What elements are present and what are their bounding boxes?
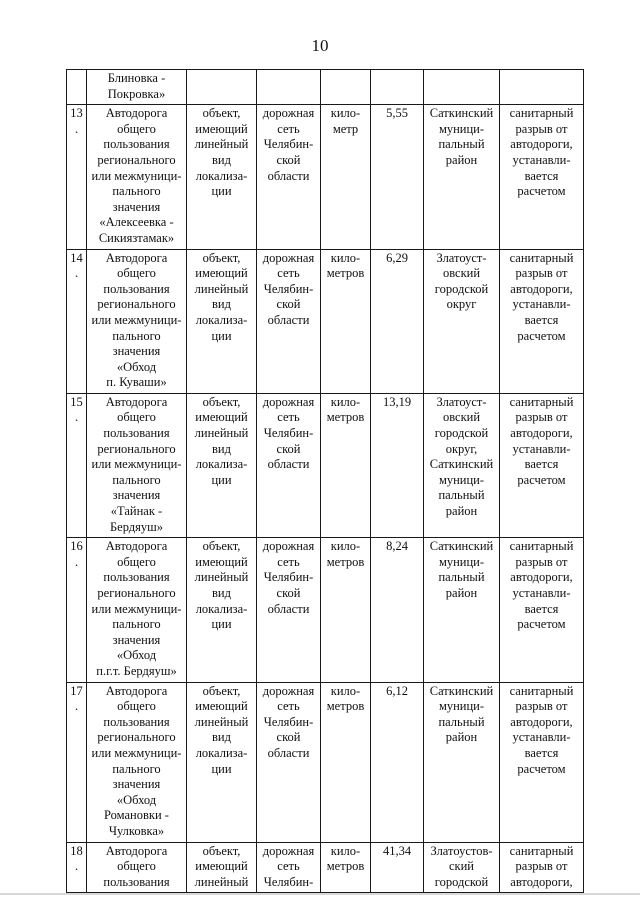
text-line: санитарный [509,106,574,121]
text-line: общего [117,266,156,281]
text-line: п.г.т. Бердяуш» [96,663,177,678]
text-line: ции [211,328,232,343]
text-line: или межмуници- [91,168,182,183]
text-line: ции [211,761,232,776]
text-line: Автодорога [105,250,168,265]
text-line: локализа- [195,745,248,760]
text-line: «Обход [116,648,157,663]
cell-num: 15. [67,393,87,537]
text-line: ции [211,617,232,632]
text-line: расчетом [517,617,566,632]
cell-zone [500,538,584,682]
text-line: устанавли- [512,152,571,167]
cell-district [424,682,500,842]
text-line: линейный [194,570,249,585]
text-line: Автодорога [105,843,168,858]
text-line: общего [117,410,156,425]
text-line: локализа- [195,457,248,472]
cell-unit [321,538,371,682]
text-line: или межмуници- [91,312,182,327]
text-line: метров [326,699,365,714]
text-line: городской [434,874,489,889]
text-line: устанавли- [512,730,571,745]
cell-object-type [187,105,257,249]
text-line: локализа- [195,168,248,183]
text-line: сеть [277,121,300,136]
text-line: автодороги, [510,714,573,729]
text-line: Златоуст- [436,394,487,409]
text-line: муници- [438,121,485,136]
text-line: пальный [438,488,485,503]
text-line: Челябин- [263,426,314,441]
text-line: имеющий [195,410,248,425]
text-line: вид [212,586,231,600]
cell-network [257,538,321,682]
text-line: дорожная [262,683,315,698]
cell-object-name [87,538,187,682]
text-line: объект, [202,394,241,409]
cell-object-type [187,842,257,893]
text-line: вается [524,745,559,760]
text-line: городской [434,281,489,296]
table-body [67,70,584,893]
text-line: регионального [97,152,176,167]
text-line: объект, [202,539,241,554]
text-line: расчетом [517,328,566,343]
text-line: муници- [438,554,485,569]
cell-zone [500,70,584,105]
text-line: «Обход [116,792,157,807]
continuation-row [67,70,584,105]
text-line: локализа- [195,312,248,327]
text-line: локализа- [195,601,248,616]
text-line: ский [449,859,474,874]
text-line: ции [211,472,232,487]
text-line: объект, [202,843,241,858]
text-line: линейный [194,426,249,441]
cell-unit [321,249,371,393]
cell-value: 6,29 [371,249,424,393]
cell-object-type [187,682,257,842]
text-line: Покровка» [107,86,166,101]
text-line: Саткинский [429,539,494,554]
table-row [67,842,584,893]
text-line: устанавли- [512,297,571,312]
text-line: пальный [438,714,485,729]
text-line: п. Куваши» [106,375,167,390]
cell-district [424,538,500,682]
text-line: расчетом [517,472,566,487]
text-line: метров [326,554,365,569]
text-line: линейный [194,714,249,729]
cell-unit [321,70,371,105]
text-line: «Тайнак - [110,504,163,519]
text-line: сеть [277,266,300,281]
cell-zone [500,842,584,893]
text-line: разрыв от [515,699,568,714]
text-line: Сикиязтамак» [98,230,175,245]
text-line: значения [112,344,161,359]
text-line: пользования [103,137,170,152]
text-line: пального [112,761,161,776]
cell-object-name [87,682,187,842]
text-line: ской [276,152,301,167]
text-line: ской [276,730,301,745]
cell-object-name [87,249,187,393]
text-line: автодороги, [510,570,573,585]
table-row [67,249,584,393]
text-line: муници- [438,699,485,714]
text-line: кило- [330,106,361,121]
text-line: общего [117,554,156,569]
text-line: санитарный [509,683,574,698]
cell-zone [500,393,584,537]
cell-object-type [187,249,257,393]
text-line: автодороги, [510,281,573,296]
cell-unit [321,682,371,842]
text-line: сеть [277,699,300,714]
text-line: или межмуници- [91,745,182,760]
cell-value [371,70,424,105]
text-line: значения [112,488,161,503]
text-line: пользования [103,714,170,729]
text-line: объект, [202,683,241,698]
text-line: регионального [97,297,176,312]
text-line: общего [117,699,156,714]
text-line: метров [326,410,365,425]
text-line: вается [524,312,559,327]
text-line: пользования [103,281,170,296]
text-line: имеющий [195,121,248,136]
text-line: разрыв от [515,554,568,569]
text-line: дорожная [262,394,315,409]
cell-district [424,393,500,537]
text-line: кило- [330,250,361,265]
text-line: области [267,168,310,183]
text-line: автодороги, [510,137,573,152]
cell-value: 8,24 [371,538,424,682]
cell-object-name [87,842,187,893]
text-line: сеть [277,859,300,874]
text-line: Златоуст- [436,250,487,265]
text-line: расчетом [517,184,566,199]
text-line: пального [112,472,161,487]
table-row [67,393,584,537]
text-line: Челябин- [263,281,314,296]
text-line: Челябин- [263,137,314,152]
text-line: кило- [330,683,361,698]
text-line: Саткинский [429,457,494,472]
text-line: объект, [202,250,241,265]
text-line: кило- [330,394,361,409]
text-line: Челябин- [263,874,314,889]
text-line: имеющий [195,699,248,714]
text-line: санитарный [509,843,574,858]
cell-network [257,249,321,393]
text-line: ской [276,441,301,456]
cell-network [257,682,321,842]
text-line: дорожная [262,106,315,121]
text-line: линейный [194,874,249,889]
text-line: Блиновка - [107,71,166,85]
text-line: вид [212,152,231,167]
text-line: санитарный [509,539,574,554]
cell-object-type [187,538,257,682]
text-line: ской [276,586,301,600]
text-line: значения [112,199,161,214]
text-line: значения [112,777,161,792]
text-line: регионального [97,441,176,456]
text-line: линейный [194,281,249,296]
cell-num [67,70,87,105]
cell-zone [500,105,584,249]
text-line: метр [332,121,359,136]
text-line: пального [112,617,161,632]
cell-district [424,105,500,249]
text-line: объект, [202,106,241,121]
text-line: Саткинский [429,683,494,698]
cell-zone [500,249,584,393]
text-line: разрыв от [515,266,568,281]
text-line: области [267,601,310,616]
text-line: пользования [103,426,170,441]
text-line: метров [326,859,365,874]
cell-value: 5,55 [371,105,424,249]
text-line: метров [326,266,365,281]
page-number: 10 [311,36,329,55]
cell-unit [321,393,371,537]
cell-num: 18. [67,842,87,893]
text-line: пальный [438,570,485,585]
cell-network [257,70,321,105]
cell-network [257,842,321,893]
text-line: «Алексеевка - [99,215,174,230]
text-line: разрыв от [515,410,568,425]
text-line: имеющий [195,554,248,569]
text-line: «Обход [116,359,157,374]
text-line: район [445,586,478,600]
cell-value: 6,12 [371,682,424,842]
text-line: пользования [103,874,170,889]
text-line: общего [117,121,156,136]
text-line: Челябин- [263,570,314,585]
text-line: устанавли- [512,586,571,600]
text-line: устанавли- [512,441,571,456]
text-line: общего [117,859,156,874]
cell-district [424,249,500,393]
text-line: значения [112,632,161,647]
text-line: регионального [97,586,176,600]
text-line: регионального [97,730,176,745]
text-line: вид [212,297,231,312]
text-line: дорожная [262,250,315,265]
text-line: пользования [103,570,170,585]
text-line: Автодорога [105,683,168,698]
table-row [67,682,584,842]
text-line: ской [276,297,301,312]
text-line: автодороги, [510,426,573,441]
text-line: сеть [277,554,300,569]
text-line: или межмуници- [91,457,182,472]
table-row [67,538,584,682]
text-line: Саткинский [429,106,494,121]
text-line: вид [212,730,231,745]
cell-object-name [87,70,187,105]
text-line: овский [442,410,481,425]
text-line: Автодорога [105,394,168,409]
text-line: линейный [194,137,249,152]
cell-object-type [187,70,257,105]
text-line: кило- [330,843,361,858]
text-line: Романовки - [104,808,169,823]
text-line: санитарный [509,394,574,409]
text-line: имеющий [195,859,248,874]
text-line: Чулковка» [108,823,165,838]
text-line: или межмуници- [91,601,182,616]
cell-value: 13,19 [371,393,424,537]
text-line: кило- [330,539,361,554]
objects-table [66,69,584,893]
text-line: Автодорога [105,106,168,121]
text-line: санитарный [509,250,574,265]
text-line: разрыв от [515,859,568,874]
footer-rule [0,893,640,895]
text-line: городской [434,426,489,441]
cell-num: 16. [67,538,87,682]
text-line: вается [524,601,559,616]
cell-unit [321,105,371,249]
text-line: ции [211,184,232,199]
text-line: Бердяуш» [109,519,164,534]
text-line: овский [442,266,481,281]
text-line: округ, [445,441,478,456]
text-line: пального [112,328,161,343]
text-line: области [267,312,310,327]
text-line: дорожная [262,539,315,554]
text-line: Челябин- [263,714,314,729]
cell-district [424,70,500,105]
text-line: вид [212,441,231,456]
table-row [67,105,584,249]
cell-network [257,105,321,249]
cell-value: 41,34 [371,842,424,893]
cell-unit [321,842,371,893]
text-line: дорожная [262,843,315,858]
cell-num: 14. [67,249,87,393]
text-line: пального [112,184,161,199]
text-line: район [445,730,478,745]
text-line: автодороги, [510,874,573,889]
text-line: муници- [438,472,485,487]
text-line: области [267,745,310,760]
cell-zone [500,682,584,842]
text-line: округ [446,297,477,312]
text-line: Автодорога [105,539,168,554]
text-line: сеть [277,410,300,425]
text-line: имеющий [195,266,248,281]
text-line: пальный [438,137,485,152]
text-line: район [445,504,478,519]
cell-num: 17. [67,682,87,842]
cell-object-type [187,393,257,537]
cell-network [257,393,321,537]
cell-num: 13. [67,105,87,249]
cell-object-name [87,105,187,249]
text-line: вается [524,168,559,183]
text-line: Златоустов- [430,843,493,858]
text-line: район [445,152,478,167]
text-line: разрыв от [515,121,568,136]
cell-district [424,842,500,893]
cell-object-name [87,393,187,537]
text-line: вается [524,457,559,472]
text-line: области [267,457,310,472]
text-line: расчетом [517,761,566,776]
